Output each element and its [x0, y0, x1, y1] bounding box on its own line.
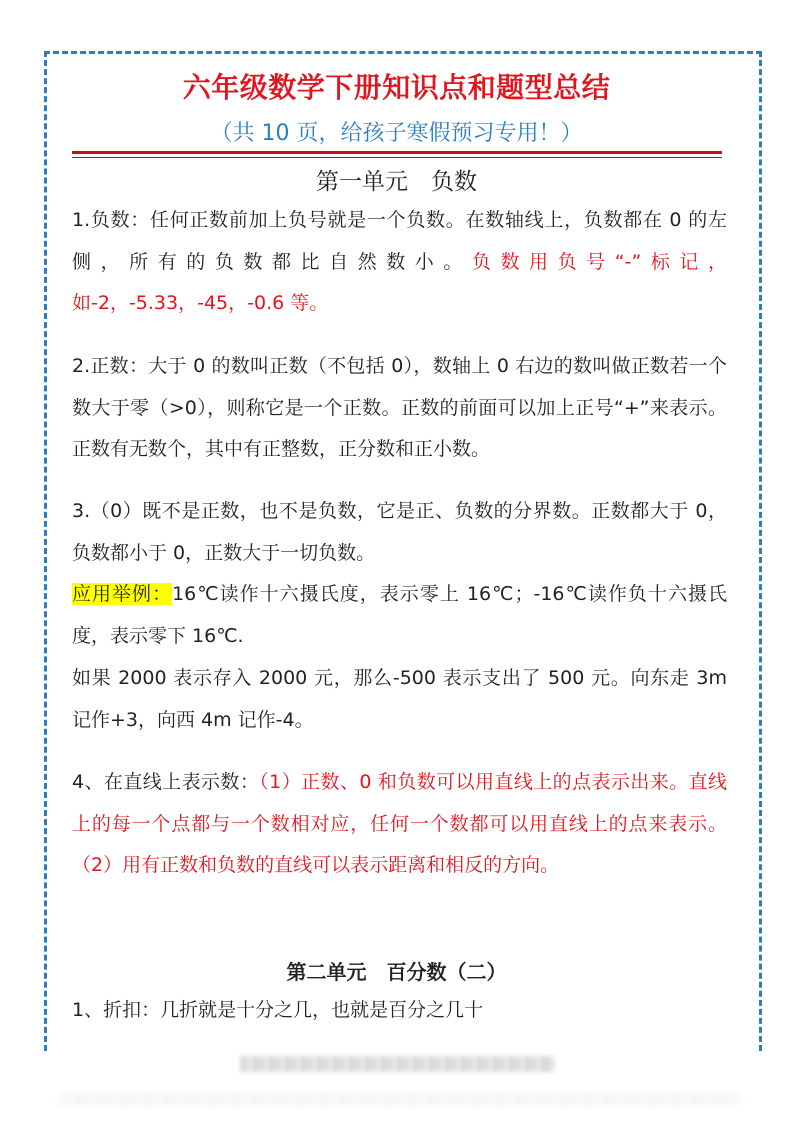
- unit1-negative-number-paragraph: [72, 200, 727, 325]
- negative-definition-text: 1.负数：任何正数前加上负号就是一个负数。在数轴线上，负数都在 0 的左侧，所有的负数都比自然数小。: [72, 209, 727, 273]
- example-label-highlight: 应用举例：: [72, 583, 173, 605]
- unit2-discount-paragraph: 1、折扣：几折就是十分之几，也就是百分之几十: [72, 999, 484, 1021]
- unit2-heading: 第二单元 百分数（二）: [286, 960, 507, 984]
- example-text: 16℃读作十六摄氏度，表示零上 16℃；-16℃读作负十六摄氏度，表示零下 16℃.: [72, 583, 727, 647]
- number-line-red-text: （1）正数、0 和负数可以用直线上的点表示出来。直线上的每一个点都与一个数相对应，任何一个数都可以用直线上的点来表示。（2）用有正数和负数的直线可以表示距离和相反的方向。: [72, 771, 727, 876]
- blurred-footer-line: [60, 1092, 740, 1106]
- unit1-heading: 第一单元 负数: [316, 169, 477, 195]
- page-title: 六年级数学下册知识点和题型总结: [182, 71, 611, 104]
- title-divider-thin: [72, 157, 722, 158]
- unit1-number-line-paragraph: [72, 762, 727, 887]
- number-line-lead-text: 4、在直线上表示数：: [72, 771, 260, 793]
- unit1-positive-number-paragraph: 2.正数：大于 0 的数叫正数（不包括 0），数轴上 0 右边的数叫做正数若一个数大于零（>0），则称它是一个正数。正数的前面可以加上正号“+”来表示。正数有无数个，其中有正整数，正分数和正小数。: [72, 355, 727, 460]
- unit1-zero-paragraph: 3.（0）既不是正数，也不是负数，它是正、负数的分界数。正数都大于 0，负数都小于 0，正数大于一切负数。: [72, 500, 727, 564]
- blurred-footer-watermark: [240, 1056, 555, 1072]
- unit1-money-paragraph: 如果 2000 表示存入 2000 元，那么-500 表示支出了 500 元。向东走 3m 记作+3，向西 4m 记作-4。: [72, 667, 727, 731]
- title-divider-thick: [72, 151, 722, 154]
- negative-notation-text: 负数用负号“-”标记，如-2，-5.33，-45，-0.6 等。: [72, 250, 727, 314]
- unit1-example-paragraph: [72, 574, 727, 657]
- page-subtitle: （共 10 页，给孩子寒假预习专用！）: [210, 121, 583, 146]
